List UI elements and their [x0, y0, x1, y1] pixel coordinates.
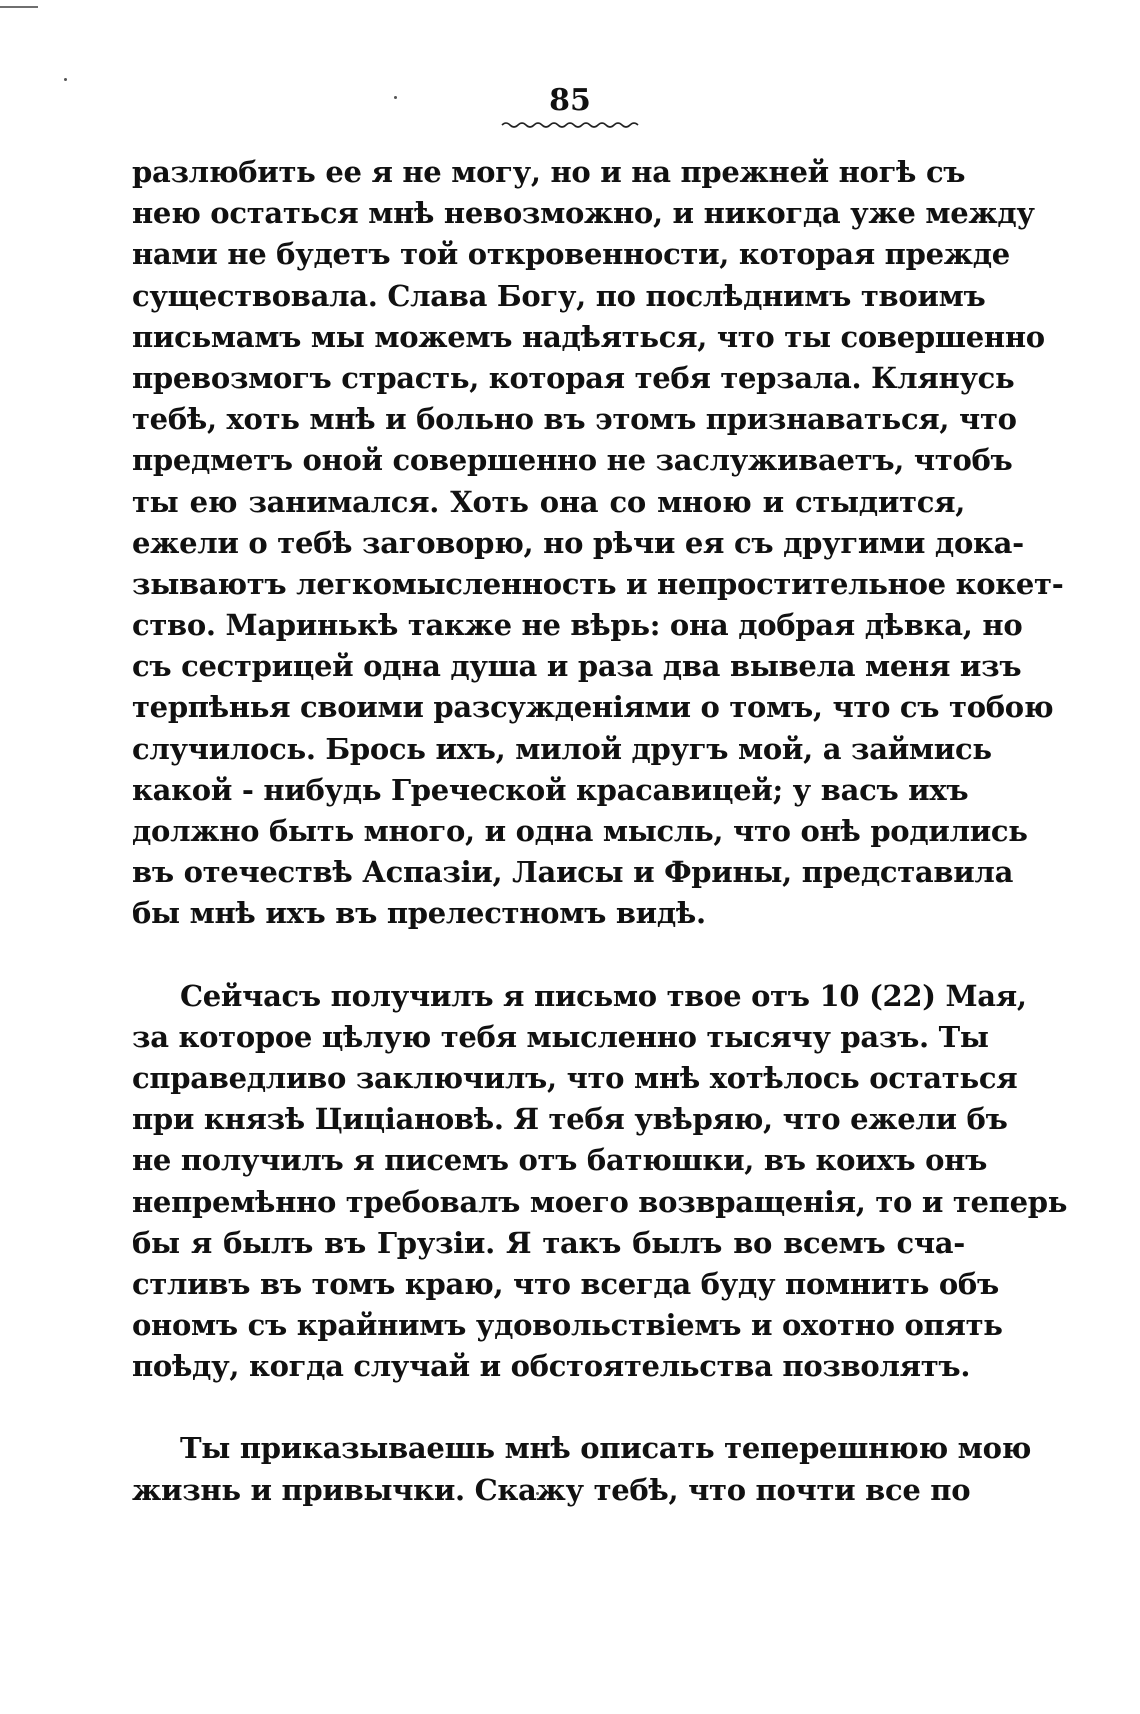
- text-line: нами не будетъ той откровенности, которая прежде: [132, 237, 1010, 272]
- text-line: поѣду, когда случай и обстоятельства позволятъ.: [132, 1349, 971, 1384]
- text-line: жизнь и привычки. Скажу тебѣ, что почти все по: [132, 1472, 971, 1507]
- page-number: 85: [549, 83, 591, 118]
- text-line: письмамъ мы можемъ надѣяться, что ты совершенно: [132, 319, 1045, 354]
- text-line: предметъ оной совершенно не заслуживаетъ, чтобъ: [132, 443, 1013, 478]
- text-line: должно быть много, и одна мысль, что онѣ родились: [132, 814, 1028, 848]
- text-line: существовала. Слава Богу, по послѣднимъ твоимъ: [132, 278, 986, 313]
- text-line: разлюбить ее я не могу, но и на прежней ногѣ съ: [132, 155, 966, 189]
- scan-speck: [64, 78, 67, 81]
- text-line: съ сестрицей одна душа и раза два вывела меня изъ: [132, 649, 1022, 684]
- text-line: случилось. Брось ихъ, милой другъ мой, а займись: [132, 731, 992, 766]
- text-line: нею остаться мнѣ невозможно, и никогда уже между: [132, 196, 1035, 231]
- page-header: [0, 84, 1140, 130]
- text-line: ономъ съ крайнимъ удовольствіемъ и охотно опять: [132, 1308, 1003, 1343]
- text-line: бы я былъ въ Грузіи. Я такъ былъ во всемъ сча-: [132, 1225, 965, 1260]
- text-line: Ты приказываешь мнѣ описать теперешнюю мою: [180, 1431, 1032, 1466]
- text-line: Сейчасъ получилъ я письмо твое отъ 10 (22) Мая,: [180, 978, 1027, 1013]
- text-line: ство. Маринькѣ также не вѣрь: она добрая дѣвка, но: [132, 608, 1023, 643]
- text-line: непремѣнно требовалъ моего возвращенія, то и теперь: [132, 1184, 1068, 1219]
- text-line: при князѣ Циціановѣ. Я тебя увѣряю, что ежели бъ: [132, 1102, 1008, 1137]
- paragraph-gap: [132, 1387, 965, 1428]
- text-line: справедливо заключилъ, что мнѣ хотѣлось остаться: [132, 1060, 1018, 1095]
- scan-edge-mark: [0, 6, 38, 8]
- text-line: какой - нибудь Греческой красавицей; у васъ ихъ: [132, 772, 969, 807]
- paragraph: [132, 1428, 1032, 1510]
- text-line: ежели о тебѣ заговорю, но рѣчи ея съ другими дока-: [132, 525, 1024, 560]
- text-line: превозмогъ страсть, которая тебя терзала. Клянусь: [132, 360, 1015, 395]
- paragraph: [132, 152, 1064, 935]
- text-line: не получилъ я писемъ отъ батюшки, въ коихъ онъ: [132, 1143, 988, 1178]
- text-line: въ отечествѣ Аспазіи, Лаисы и Фрины, представила: [132, 855, 1014, 890]
- paragraph: [132, 976, 1068, 1388]
- paragraph-gap: [132, 935, 965, 976]
- text-line: стливъ въ томъ краю, что всегда буду помнить объ: [132, 1266, 999, 1301]
- text-line: терпѣнья своими разсужденіями о томъ, что съ тобою: [132, 690, 1054, 725]
- text-line: тебѣ, хоть мнѣ и больно въ этомъ признаваться, что: [132, 402, 1017, 437]
- text-line: ты ею занимался. Хоть она со мною и стыдится,: [132, 484, 965, 519]
- text-line: за которое цѣлую тебя мысленно тысячу разъ. Ты: [132, 1019, 989, 1054]
- wavy-rule-ornament: [500, 120, 640, 130]
- text-line: бы мнѣ ихъ въ прелестномъ видѣ.: [132, 896, 706, 931]
- text-line: зываютъ легкомысленность и непростительное кокет-: [132, 566, 1064, 601]
- page-body: [132, 152, 1068, 1511]
